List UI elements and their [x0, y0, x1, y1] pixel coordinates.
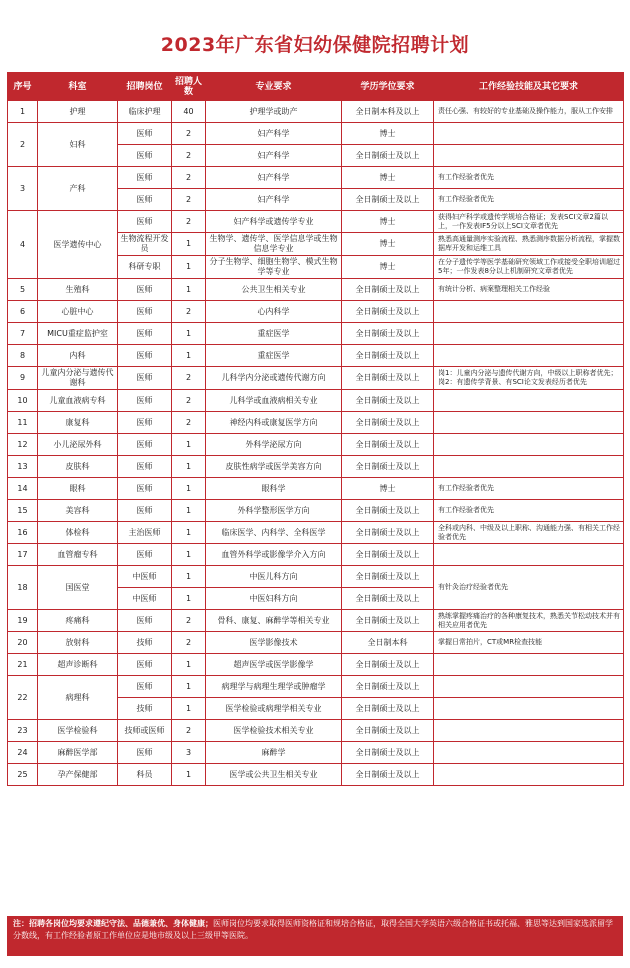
- cell-count: 1: [172, 522, 206, 544]
- table-row: [8, 566, 624, 588]
- cell-edu: 全日制硕士及以上: [342, 390, 434, 412]
- cell-edu: 全日制硕士及以上: [342, 412, 434, 434]
- cell-req: [434, 654, 624, 676]
- cell-count: 1: [172, 456, 206, 478]
- cell-no: 23: [8, 720, 38, 742]
- cell-count: 1: [172, 544, 206, 566]
- table-row: [8, 742, 624, 764]
- cell-dept: 美容科: [38, 500, 118, 522]
- cell-major: 中医儿科方向: [206, 566, 342, 588]
- cell-req: 有工作经验者优先: [434, 478, 624, 500]
- table-row: [8, 101, 624, 123]
- table-row: [8, 390, 624, 412]
- cell-major: 外科学泌尿方向: [206, 434, 342, 456]
- header-post: 招聘岗位: [118, 73, 172, 101]
- cell-edu: 全日制硕士及以上: [342, 323, 434, 345]
- table-row: [8, 544, 624, 566]
- cell-major: 生物学、遗传学、医学信息学或生物信息学专业: [206, 233, 342, 256]
- table-header: [8, 73, 624, 101]
- cell-count: 1: [172, 434, 206, 456]
- cell-edu: 全日制本科: [342, 632, 434, 654]
- footnote-body: 医师岗位均要求取得医师资格证和规培合格证，取得全国大学英语六级合格证书或托福、雅思等达到国家选派留学分数线，有工作经验者原工作单位应是地市级及以上三级甲等医院。: [13, 919, 613, 940]
- cell-major: 重症医学: [206, 345, 342, 367]
- cell-count: 1: [172, 279, 206, 301]
- cell-no: 13: [8, 456, 38, 478]
- cell-no: 7: [8, 323, 38, 345]
- table-row: [8, 412, 624, 434]
- table-row: [8, 522, 624, 544]
- cell-major: 病理学与病理生理学或肿瘤学: [206, 676, 342, 698]
- footnote: [7, 916, 623, 956]
- cell-count: 1: [172, 500, 206, 522]
- cell-major: 儿科学或血液病相关专业: [206, 390, 342, 412]
- cell-count: 1: [172, 256, 206, 279]
- cell-count: 2: [172, 720, 206, 742]
- cell-post: 医师: [118, 211, 172, 233]
- cell-req: [434, 412, 624, 434]
- table-row: [8, 167, 624, 189]
- cell-req: 在分子遗传学等医学基础研究领域工作或接受全职培训超过5年；一作发表8分以上机制研究文章者优先: [434, 256, 624, 279]
- cell-no: 9: [8, 367, 38, 390]
- cell-post: 中医师: [118, 566, 172, 588]
- table-row: [8, 345, 624, 367]
- header-no: 序号: [8, 73, 38, 101]
- table-row: [8, 720, 624, 742]
- cell-no: 17: [8, 544, 38, 566]
- cell-count: 1: [172, 654, 206, 676]
- cell-req: [434, 123, 624, 145]
- cell-post: 医师: [118, 434, 172, 456]
- cell-major: 护理学或助产: [206, 101, 342, 123]
- cell-dept: 超声诊断科: [38, 654, 118, 676]
- cell-req: 获得妇产科学或遗传学规培合格证；发表SCI文章2篇以上，一作发表IF5分以上SCI文章者优先: [434, 211, 624, 233]
- cell-req: 责任心强、有较好的专业基础及操作能力，服从工作安排: [434, 101, 624, 123]
- cell-dept: 产科: [38, 167, 118, 211]
- cell-count: 1: [172, 233, 206, 256]
- cell-edu: 全日制硕士及以上: [342, 456, 434, 478]
- cell-req: [434, 720, 624, 742]
- cell-major: 分子生物学、细胞生物学、模式生物学等专业: [206, 256, 342, 279]
- cell-edu: 全日制硕士及以上: [342, 522, 434, 544]
- cell-req: [434, 323, 624, 345]
- cell-req: 熟悉高通量测序实验流程、熟悉测序数据分析流程，掌握数据库开发和运维工具: [434, 233, 624, 256]
- cell-major: 中医妇科方向: [206, 588, 342, 610]
- cell-edu: 全日制硕士及以上: [342, 566, 434, 588]
- cell-count: 1: [172, 566, 206, 588]
- cell-count: 2: [172, 632, 206, 654]
- cell-dept: 体检科: [38, 522, 118, 544]
- table-row: [8, 211, 624, 233]
- cell-post: 医师: [118, 167, 172, 189]
- header-req: 工作经验技能及其它要求: [434, 73, 624, 101]
- cell-post: 临床护理: [118, 101, 172, 123]
- table-row: [8, 123, 624, 145]
- cell-edu: 全日制硕士及以上: [342, 720, 434, 742]
- header-count: 招聘人数: [172, 73, 206, 101]
- footnote-lead: 注：招聘各岗位均要求遵纪守法、品德兼优、身体健康；: [13, 919, 213, 928]
- table-body: [8, 101, 624, 786]
- cell-post: 医师: [118, 123, 172, 145]
- cell-post: 科员: [118, 764, 172, 786]
- cell-major: 妇产科学: [206, 167, 342, 189]
- cell-edu: 全日制硕士及以上: [342, 367, 434, 390]
- cell-post: 医师: [118, 742, 172, 764]
- cell-edu: 博士: [342, 233, 434, 256]
- cell-no: 20: [8, 632, 38, 654]
- cell-no: 16: [8, 522, 38, 544]
- cell-dept: 医学遗传中心: [38, 211, 118, 279]
- cell-no: 2: [8, 123, 38, 167]
- cell-count: 1: [172, 698, 206, 720]
- cell-edu: 全日制硕士及以上: [342, 764, 434, 786]
- cell-dept: 儿童内分泌与遗传代谢科: [38, 367, 118, 390]
- cell-dept: 医学检验科: [38, 720, 118, 742]
- cell-edu: 全日制硕士及以上: [342, 544, 434, 566]
- cell-count: 2: [172, 211, 206, 233]
- cell-dept: 麻醉医学部: [38, 742, 118, 764]
- table-row: [8, 434, 624, 456]
- cell-count: 1: [172, 764, 206, 786]
- cell-major: 血管外科学或影像学介入方向: [206, 544, 342, 566]
- cell-major: 妇产科学: [206, 123, 342, 145]
- cell-major: 骨科、康复、麻醉学等相关专业: [206, 610, 342, 632]
- cell-no: 1: [8, 101, 38, 123]
- cell-req: [434, 742, 624, 764]
- cell-no: 24: [8, 742, 38, 764]
- table-row: [8, 632, 624, 654]
- table-row: [8, 279, 624, 301]
- cell-edu: 博士: [342, 167, 434, 189]
- cell-major: 妇产科学: [206, 145, 342, 167]
- cell-no: 22: [8, 676, 38, 720]
- cell-dept: 病理科: [38, 676, 118, 720]
- cell-edu: 全日制硕士及以上: [342, 500, 434, 522]
- cell-edu: 博士: [342, 211, 434, 233]
- cell-req: 有统计分析、病案整理相关工作经验: [434, 279, 624, 301]
- cell-post: 医师: [118, 610, 172, 632]
- cell-dept: 妇科: [38, 123, 118, 167]
- cell-major: 儿科学内分泌或遗传代谢方向: [206, 367, 342, 390]
- cell-post: 医师: [118, 367, 172, 390]
- cell-post: 技师: [118, 632, 172, 654]
- cell-count: 1: [172, 323, 206, 345]
- cell-no: 8: [8, 345, 38, 367]
- cell-edu: 全日制硕士及以上: [342, 189, 434, 211]
- page-title: 2023年广东省妇幼保健院招聘计划: [160, 34, 470, 56]
- cell-count: 2: [172, 301, 206, 323]
- cell-post: 医师: [118, 189, 172, 211]
- cell-edu: 全日制硕士及以上: [342, 676, 434, 698]
- cell-major: 外科学整形医学方向: [206, 500, 342, 522]
- recruitment-table: [7, 72, 624, 786]
- cell-edu: 全日制硕士及以上: [342, 610, 434, 632]
- cell-major: 公共卫生相关专业: [206, 279, 342, 301]
- table-row: [8, 764, 624, 786]
- cell-req: 熟练掌握疼痛治疗的各种康复技术，熟悉关节松动技术并有相关应用者优先: [434, 610, 624, 632]
- table-row: [8, 478, 624, 500]
- cell-major: 医学或公共卫生相关专业: [206, 764, 342, 786]
- cell-post: 技师或医师: [118, 720, 172, 742]
- cell-dept: 孕产保健部: [38, 764, 118, 786]
- cell-req: [434, 345, 624, 367]
- cell-count: 3: [172, 742, 206, 764]
- cell-edu: 博士: [342, 478, 434, 500]
- cell-req: [434, 434, 624, 456]
- table-row: [8, 676, 624, 698]
- cell-post: 医师: [118, 456, 172, 478]
- table-row: [8, 367, 624, 390]
- cell-req: 有工作经验者优先: [434, 167, 624, 189]
- cell-major: 麻醉学: [206, 742, 342, 764]
- cell-dept: 康复科: [38, 412, 118, 434]
- cell-req: 有针灸治疗经验者优先: [434, 566, 624, 610]
- cell-dept: 血管瘤专科: [38, 544, 118, 566]
- cell-dept: 内科: [38, 345, 118, 367]
- cell-dept: 心脏中心: [38, 301, 118, 323]
- cell-edu: 全日制硕士及以上: [342, 434, 434, 456]
- cell-req: [434, 544, 624, 566]
- cell-post: 医师: [118, 544, 172, 566]
- cell-req: 岗1：儿童内分泌与遗传代谢方向，中级以上职称者优先；岗2：有遗传学背景、有SCI论文发表经历者优先: [434, 367, 624, 390]
- header-major: 专业要求: [206, 73, 342, 101]
- cell-req: 全科或内科、中级及以上职称、沟通能力强、有相关工作经验者优先: [434, 522, 624, 544]
- table-row: [8, 301, 624, 323]
- cell-req: [434, 301, 624, 323]
- table-row: [8, 456, 624, 478]
- cell-edu: 全日制硕士及以上: [342, 742, 434, 764]
- cell-no: 12: [8, 434, 38, 456]
- cell-req: [434, 764, 624, 786]
- cell-post: 医师: [118, 654, 172, 676]
- cell-count: 40: [172, 101, 206, 123]
- cell-no: 15: [8, 500, 38, 522]
- cell-post: 医师: [118, 412, 172, 434]
- cell-post: 主治医师: [118, 522, 172, 544]
- cell-major: 妇产科学或遗传学专业: [206, 211, 342, 233]
- cell-edu: 全日制硕士及以上: [342, 588, 434, 610]
- cell-req: [434, 698, 624, 720]
- cell-no: 3: [8, 167, 38, 211]
- cell-post: 医师: [118, 390, 172, 412]
- cell-count: 2: [172, 189, 206, 211]
- cell-post: 科研专职: [118, 256, 172, 279]
- cell-count: 2: [172, 145, 206, 167]
- cell-post: 技师: [118, 698, 172, 720]
- table-row: [8, 654, 624, 676]
- cell-req: 有工作经验者优先: [434, 500, 624, 522]
- cell-req: [434, 676, 624, 698]
- cell-dept: 放射科: [38, 632, 118, 654]
- cell-req: [434, 390, 624, 412]
- cell-req: [434, 456, 624, 478]
- cell-post: 医师: [118, 345, 172, 367]
- cell-edu: 全日制硕士及以上: [342, 654, 434, 676]
- header-dept: 科室: [38, 73, 118, 101]
- cell-no: 5: [8, 279, 38, 301]
- header-row: [8, 73, 624, 101]
- cell-edu: 全日制本科及以上: [342, 101, 434, 123]
- cell-count: 2: [172, 167, 206, 189]
- cell-major: 医学检验或病理学相关专业: [206, 698, 342, 720]
- cell-major: 妇产科学: [206, 189, 342, 211]
- cell-count: 2: [172, 367, 206, 390]
- cell-major: 重症医学: [206, 323, 342, 345]
- cell-major: 心内科学: [206, 301, 342, 323]
- cell-count: 2: [172, 390, 206, 412]
- cell-major: 神经内科或康复医学方向: [206, 412, 342, 434]
- header-edu: 学历学位要求: [342, 73, 434, 101]
- cell-edu: 全日制硕士及以上: [342, 279, 434, 301]
- cell-post: 中医师: [118, 588, 172, 610]
- table-row: [8, 610, 624, 632]
- cell-post: 医师: [118, 301, 172, 323]
- cell-count: 2: [172, 123, 206, 145]
- cell-dept: 护理: [38, 101, 118, 123]
- cell-major: 临床医学、内科学、全科医学: [206, 522, 342, 544]
- cell-post: 医师: [118, 279, 172, 301]
- cell-req: [434, 145, 624, 167]
- cell-edu: 全日制硕士及以上: [342, 345, 434, 367]
- cell-major: 超声医学或医学影像学: [206, 654, 342, 676]
- cell-count: 1: [172, 345, 206, 367]
- cell-count: 1: [172, 478, 206, 500]
- cell-req: 有工作经验者优先: [434, 189, 624, 211]
- cell-edu: 全日制硕士及以上: [342, 145, 434, 167]
- cell-no: 18: [8, 566, 38, 610]
- cell-no: 14: [8, 478, 38, 500]
- cell-count: 1: [172, 676, 206, 698]
- table-row: [8, 500, 624, 522]
- cell-no: 19: [8, 610, 38, 632]
- cell-post: 医师: [118, 145, 172, 167]
- cell-count: 2: [172, 412, 206, 434]
- cell-dept: 眼科: [38, 478, 118, 500]
- cell-no: 6: [8, 301, 38, 323]
- cell-dept: 生殖科: [38, 279, 118, 301]
- cell-major: 皮肤性病学或医学美容方向: [206, 456, 342, 478]
- cell-major: 医学影像技术: [206, 632, 342, 654]
- cell-dept: 儿童血液病专科: [38, 390, 118, 412]
- cell-dept: 国医堂: [38, 566, 118, 610]
- cell-dept: 皮肤科: [38, 456, 118, 478]
- cell-post: 医师: [118, 323, 172, 345]
- cell-post: 医师: [118, 500, 172, 522]
- cell-edu: 全日制硕士及以上: [342, 301, 434, 323]
- cell-no: 10: [8, 390, 38, 412]
- table-row: [8, 323, 624, 345]
- cell-edu: 博士: [342, 123, 434, 145]
- cell-dept: 疼痛科: [38, 610, 118, 632]
- cell-no: 11: [8, 412, 38, 434]
- cell-post: 生物流程开发员: [118, 233, 172, 256]
- cell-major: 医学检验技术相关专业: [206, 720, 342, 742]
- cell-count: 2: [172, 610, 206, 632]
- cell-major: 眼科学: [206, 478, 342, 500]
- cell-dept: 小儿泌尿外科: [38, 434, 118, 456]
- cell-post: 医师: [118, 478, 172, 500]
- cell-post: 医师: [118, 676, 172, 698]
- cell-dept: MICU重症监护室: [38, 323, 118, 345]
- cell-no: 4: [8, 211, 38, 279]
- cell-no: 21: [8, 654, 38, 676]
- cell-req: 掌握日常拍片，CT或MR检查技能: [434, 632, 624, 654]
- cell-edu: 博士: [342, 256, 434, 279]
- cell-count: 1: [172, 588, 206, 610]
- cell-no: 25: [8, 764, 38, 786]
- cell-edu: 全日制硕士及以上: [342, 698, 434, 720]
